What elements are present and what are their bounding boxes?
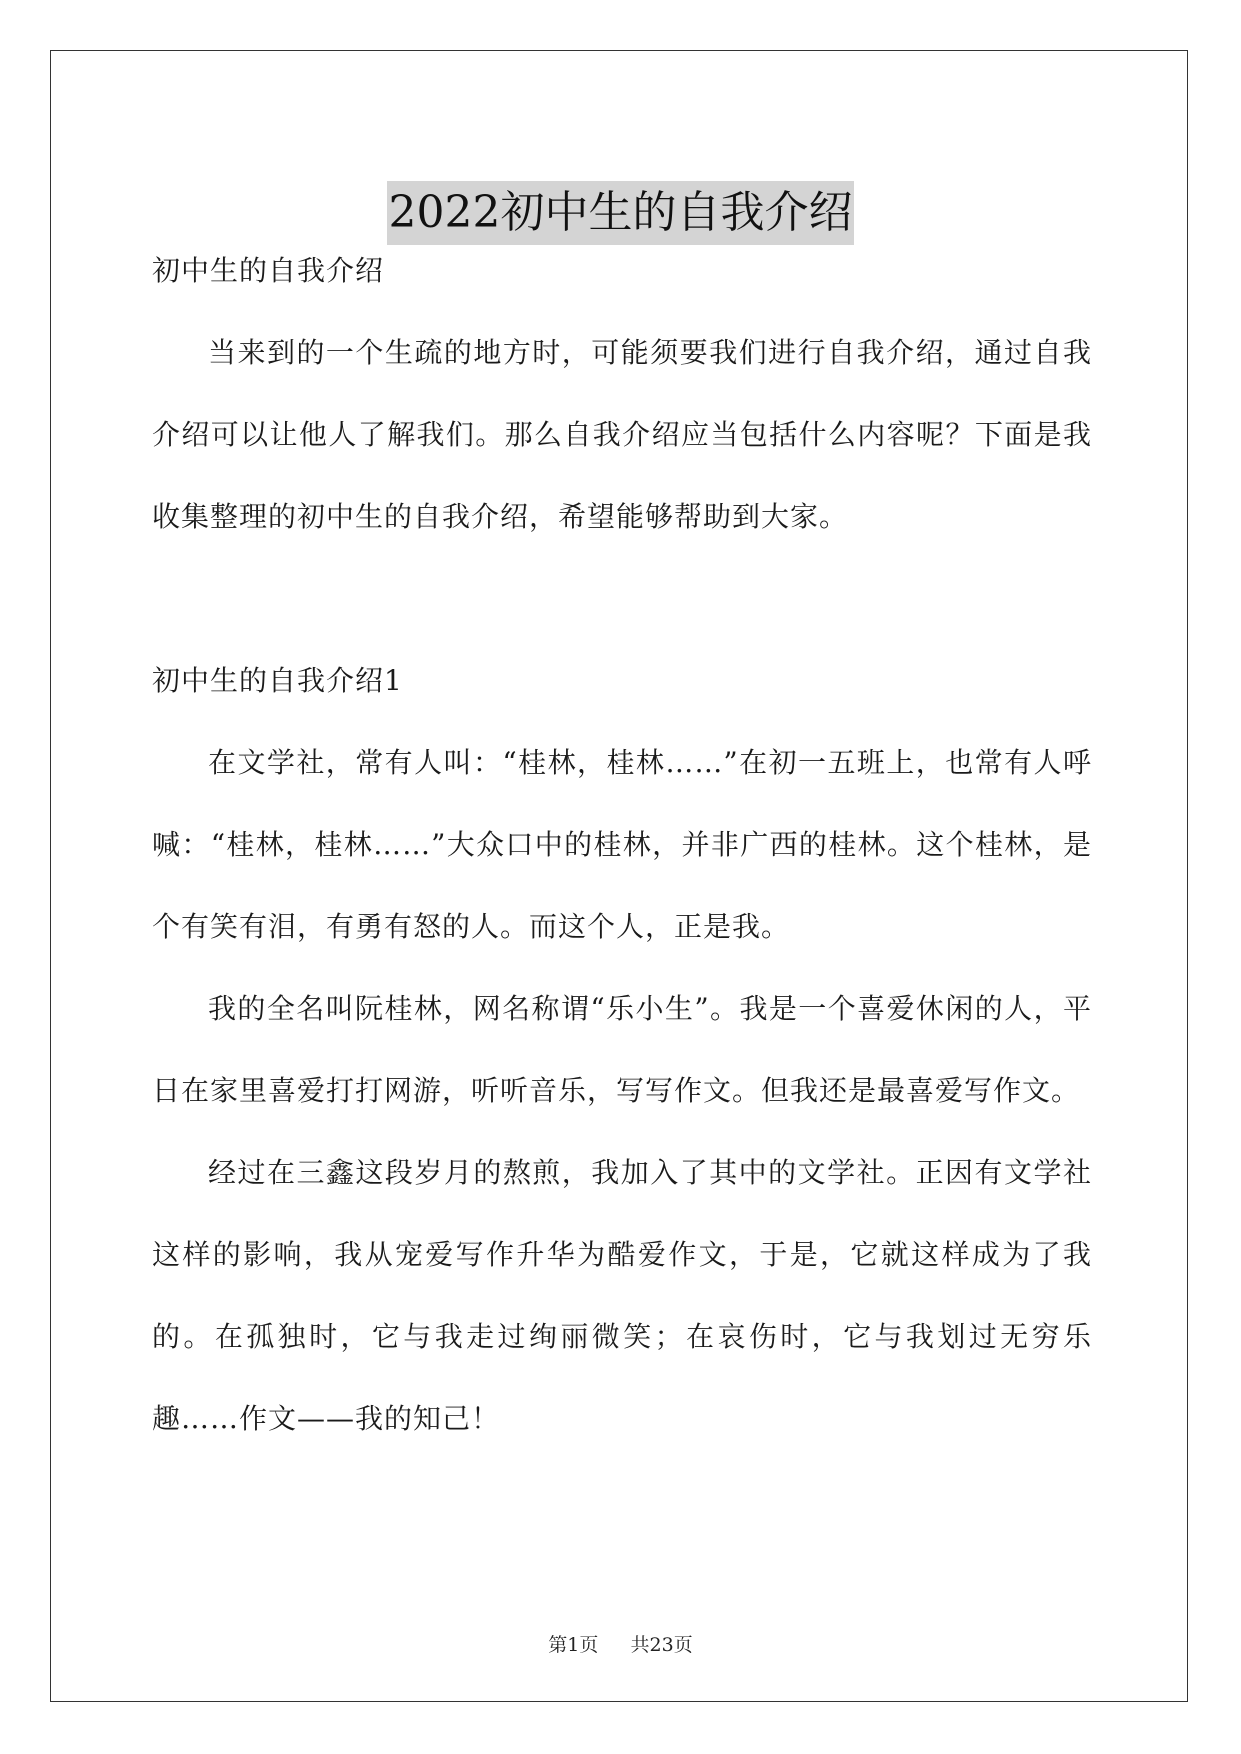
intro-paragraph: 当来到的一个生疏的地方时，可能须要我们进行自我介绍，通过自我介绍可以让他人了解我们。那么自我介绍应当包括什么内容呢？下面是我收集整理的初中生的自我介绍，希望能够帮助到大家。 <box>152 336 1092 533</box>
document-title: 2022初中生的自我介绍 <box>387 181 855 245</box>
body-paragraph: 在文学社，常有人叫：“桂林，桂林……”在初一五班上，也常有人呼喊：“桂林，桂林……”大众口中的桂林，并非广西的桂林。这个桂林，是个有笑有泪，有勇有怒的人。而这个人，正是我。 <box>152 746 1092 943</box>
body-paragraph: 经过在三鑫这段岁月的熬煎，我加入了其中的文学社。正因有文学社这样的影响，我从宠爱写作升华为酷爱作文，于是，它就这样成为了我的。在孤独时，它与我走过绚丽微笑；在哀伤时，它与我划过无穷乐趣……作文——我的知己！ <box>152 1156 1092 1435</box>
section-gap <box>152 558 1092 640</box>
section-heading: 初中生的自我介绍1 <box>152 664 403 697</box>
page-footer <box>0 1630 1241 1657</box>
subtitle: 初中生的自我介绍 <box>152 254 385 287</box>
body-paragraph: 我的全名叫阮桂林，网名称谓“乐小生”。我是一个喜爱休闲的人，平日在家里喜爱打打网游，听听音乐，写写作文。但我还是最喜爱写作文。 <box>152 992 1092 1107</box>
document-body <box>152 230 1092 1460</box>
page-number: 第1页 <box>548 1634 599 1656</box>
page-total: 共23页 <box>630 1634 693 1656</box>
